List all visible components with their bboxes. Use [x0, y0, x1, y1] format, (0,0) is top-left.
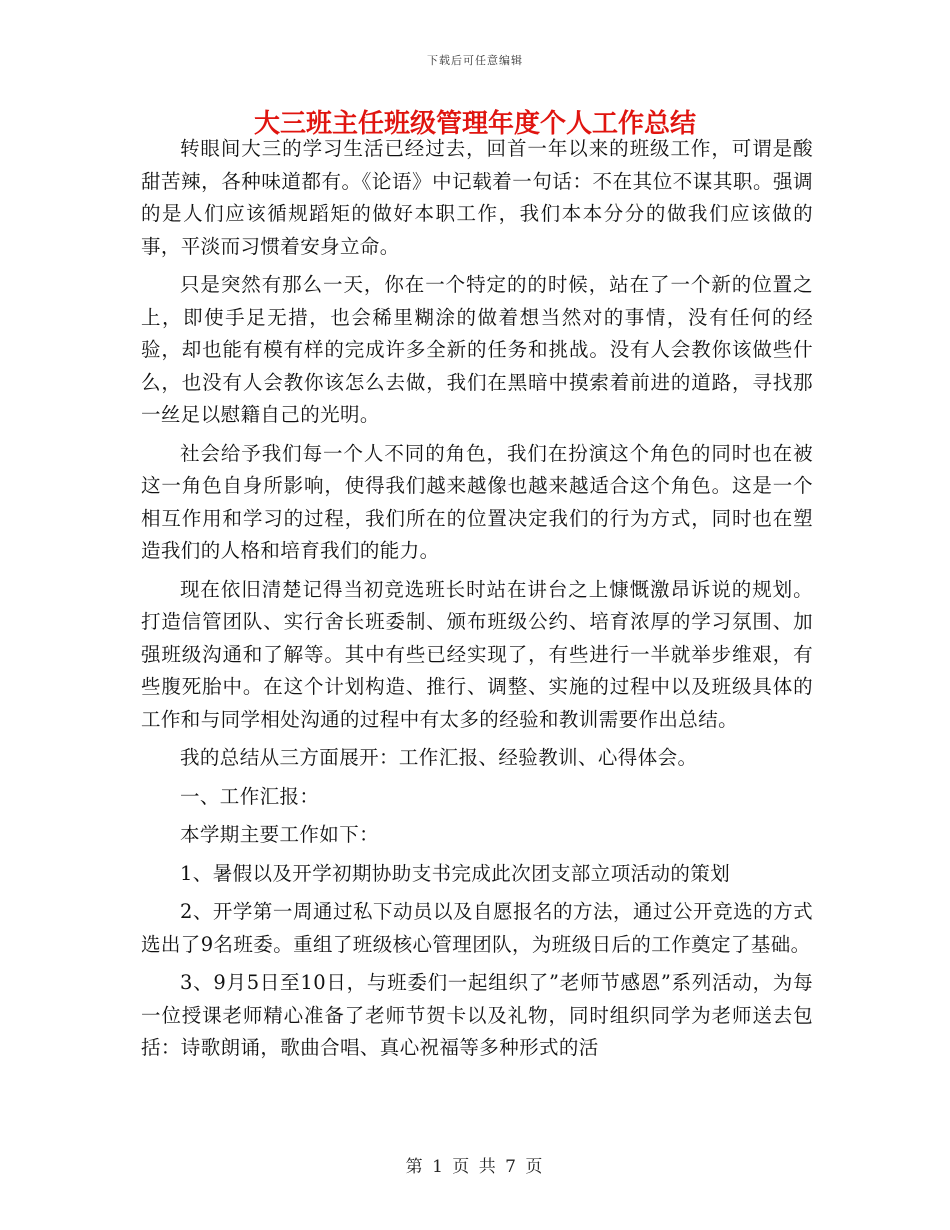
footer-suffix: 页 [525, 1157, 545, 1177]
paragraph-4: 现在依旧清楚记得当初竞选班长时站在讲台之上慷慨激昂诉说的规划。打造信管团队、实行舍长班委制、颁布班级公约、培育浓厚的学习氛围、加强班级沟通和了解等。其中有些已经实现了，有些进行一半就举步维艰，有些腹死胎中。在这个计划构造、推行、调整、实施的过程中以及班级具体的工作和与同学相处沟通的过程中有太多的经验和教训需要作出总结。 [141, 577, 813, 731]
paragraph-3: 社会给予我们每一个人不同的角色，我们在扮演这个角色的同时也在被这一角色自身所影响，使得我们越来越像也越来越适合这个角色。这是一个相互作用和学习的过程，我们所在的位置决定我们的行为方式，同时也在塑造我们的人格和培育我们的能力。 [141, 441, 813, 562]
list-item-2: 2、开学第一周通过私下动员以及自愿报名的方法，通过公开竞选的方式选出了9名班委。重组了班级核心管理团队，为班级日后的工作奠定了基础。 [141, 900, 813, 956]
footer-prefix: 第 [405, 1157, 425, 1177]
document-title: 大三班主任班级管理年度个人工作总结 [253, 109, 696, 139]
paragraph-5: 我的总结从三方面展开：工作汇报、经验教训、心得体会。 [180, 746, 698, 769]
header-note: 下载后可任意编辑 [427, 54, 523, 67]
paragraph-7: 本学期主要工作如下： [180, 823, 380, 846]
paragraph-1: 转眼间大三的学习生活已经过去，回首一年以来的班级工作，可谓是酸甜苦辣，各种味道都有。《论语》中记载着一句话：不在其位不谋其职。强调的是人们应该循规蹈矩的做好本职工作，我们本本分分的做我们应该做的事，平淡而习惯着安身立命。 [141, 137, 813, 258]
paragraph-2: 只是突然有那么一天，你在一个特定的的时候，站在了一个新的位置之上，即使手足无措，也会稀里糊涂的做着想当然对的事情，没有任何的经验，却也能有模有样的完成许多全新的任务和挑战。没有人会教你该做些什么，也没有人会教你该怎么去做，我们在黑暗中摸索着前进的道路，寻找那一丝足以慰籍自己的光明。 [141, 273, 813, 426]
page-footer [0, 1152, 950, 1177]
list-item-3: 3、9月5日至10日，与班委们一起组织了”老师节感恩”系列活动，为每一位授课老师精心准备了老师节贺卡以及礼物，同时组织同学为老师送去包括：诗歌朗诵，歌曲合唱、真心祝福等多种形式的活 [141, 971, 813, 1059]
document-body [141, 133, 813, 1065]
list-item-1: 1、暑假以及开学初期协助支书完成此次团支部立项活动的策划 [180, 861, 731, 885]
total-pages: 7 [505, 1157, 518, 1177]
section-heading-work-report: 一、工作汇报： [180, 784, 320, 808]
page-number: 1 [432, 1157, 445, 1177]
footer-mid: 页 共 [452, 1157, 498, 1177]
